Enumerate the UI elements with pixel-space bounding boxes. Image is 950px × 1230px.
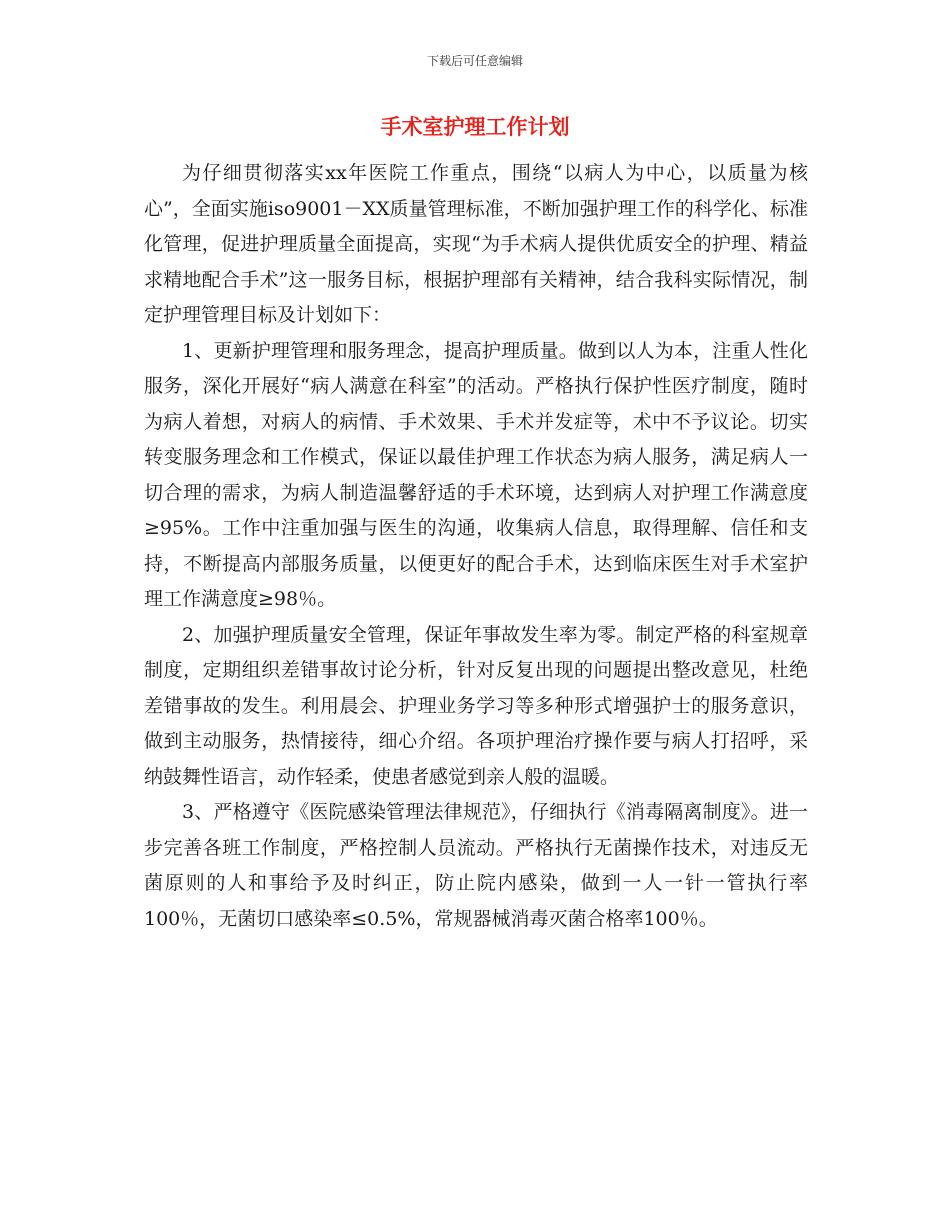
paragraph-item-1: 1、更新护理管理和服务理念，提高护理质量。做到以人为本，注重人性化服务，深化开展好“病人满意在科室”的活动。严格执行保护性医疗制度，随时为病人着想，对病人的病情、手术效果、手术并发症等，术中不予议论。切实转变服务理念和工作模式，保证以最佳护理工作状态为病人服务，满足病人一切合理的需求，为病人制造温馨舒适的手术环境，达到病人对护理工作满意度≥95%。工作中注重加强与医生的沟通，收集病人信息，取得理解、信任和支持，不断提高内部服务质量，以便更好的配合手术，达到临床医生对手术室护理工作满意度≥98％。	[144, 339, 808, 610]
document-body	[144, 156, 808, 937]
paragraph-intro: 为仔细贯彻落实xx年医院工作重点，围绕“以病人为中心，以质量为核心”，全面实施iso9001－XX质量管理标准，不断加强护理工作的科学化、标准化管理，促进护理质量全面提高，实现“为手术病人提供优质安全的护理、精益求精地配合手术”这一服务目标，根据护理部有关精神，结合我科实际情况，制定护理管理目标及计划如下：	[144, 162, 808, 326]
paragraph-item-2: 2、加强护理质量安全管理，保证年事故发生率为零。制定严格的科室规章制度，定期组织差错事故讨论分析，针对反复出现的问题提出整改意见，杜绝差错事故的发生。利用晨会、护理业务学习等多种形式增强护士的服务意识，做到主动服务，热情接待，细心介绍。各项护理治疗操作要与病人打招呼，采纳鼓舞性语言，动作轻柔，使患者感觉到亲人般的温暖。	[144, 623, 808, 788]
paragraph-item-3: 3、严格遵守《医院感染管理法律规范》，仔细执行《消毒隔离制度》。进一步完善各班工作制度，严格控制人员流动。严格执行无菌操作技术，对违反无菌原则的人和事给予及时纠正，防止院内感染，做到一人一针一管执行率100％，无菌切口感染率≤0.5%，常规器械消毒灭菌合格率100％。	[144, 801, 808, 930]
document-title: 手术室护理工作计划	[380, 114, 570, 139]
header-note: 下载后可任意编辑	[426, 54, 523, 68]
